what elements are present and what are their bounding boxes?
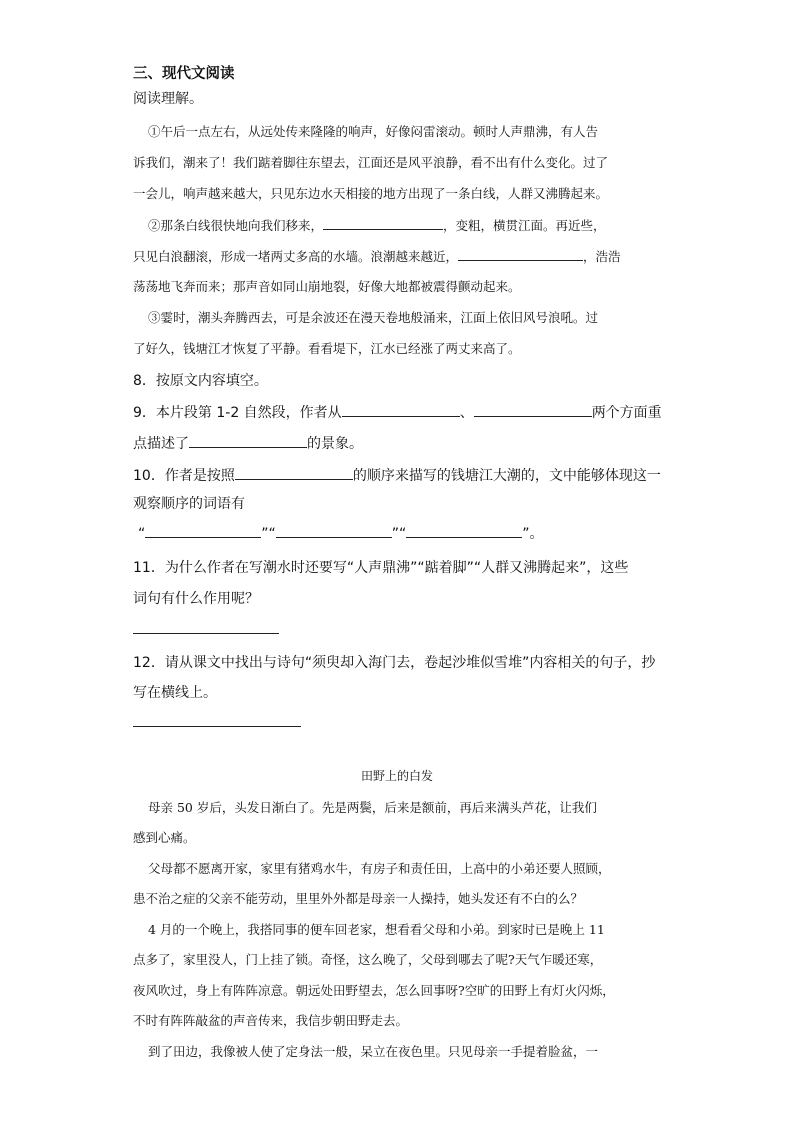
- passage1-text: ②那条白线很快地向我们移来，: [148, 218, 324, 233]
- passage1-p2-line1: [148, 215, 678, 234]
- question-text: 10．作者是按照: [133, 468, 235, 484]
- passage2-line: 点多了，家里没人，门上挂了锁。奇怪，这么晚了，父母到哪去了呢?天气乍暖还寒，: [133, 952, 603, 967]
- fill-blank[interactable]: [276, 523, 392, 538]
- passage2-line: 不时有阵阵敲盆的声音传来，我信步朝田野走去。: [133, 1013, 409, 1028]
- passage1-line: 一会儿，响声越来越大，只见东边水天相接的地方出现了一条白线，人群又沸腾起来。: [133, 186, 609, 201]
- question-10-line1: [133, 465, 663, 485]
- passage2-line: 感到心痛。: [133, 830, 196, 845]
- fill-blank[interactable]: [406, 523, 522, 538]
- quote-mark: “: [138, 526, 146, 542]
- question-10-line2: 观察顺序的词语有: [133, 496, 245, 512]
- fill-blank[interactable]: [474, 402, 592, 417]
- quote-mark: ”“: [391, 526, 407, 542]
- question-text: 的景象。: [307, 436, 363, 452]
- quote-mark: ”。: [522, 526, 544, 542]
- question-12-line2: 写在横线上。: [133, 685, 217, 701]
- quote-mark: ”“: [261, 526, 276, 542]
- fill-blank[interactable]: [235, 465, 353, 480]
- passage2-line: 母亲 50 岁后，头发日渐白了。先是两鬓，后来是额前，再后来满头芦花，让我们: [148, 800, 597, 815]
- passage1-line: 荡荡地飞奔而来；那声音如同山崩地裂，好像大地都被震得颤动起来。: [133, 279, 521, 294]
- question-text: 9．本片段第 1-2 自然段，作者从: [133, 405, 342, 421]
- question-12-line1: 12．请从课文中找出与诗句“须臾却入海门去，卷起沙堆似雪堆”内容相关的句子，抄: [133, 655, 656, 671]
- answer-line[interactable]: [133, 633, 279, 634]
- question-text: 两个方面重: [591, 405, 662, 421]
- passage1-text: 只见白浪翻滚，形成一堵两丈多高的水墙。浪潮越来越近，: [133, 249, 459, 264]
- section-title: 三、现代文阅读: [133, 66, 235, 82]
- question-text: 的顺序来描写的钱塘江大潮的，文中能够体现这一: [352, 468, 661, 484]
- fill-blank[interactable]: [458, 246, 583, 261]
- question-9-line2: [133, 433, 663, 453]
- passage2-line: 夜风吹过，身上有阵阵凉意。朝远处田野望去，怎么回事呀?空旷的田野上有灯火闪烁，: [133, 983, 615, 998]
- question-text: 点描述了: [133, 436, 189, 452]
- passage2-line: 4 月的一个晚上，我搭同事的便车回老家，想看看父母和小弟。到家时已是晚上 11: [148, 922, 605, 937]
- passage2-line: 父母都不愿离开家，家里有猪鸡水牛，有房子和责任田，上高中的小弟还要人照顾，: [148, 861, 611, 876]
- passage1-line: 了好久，钱塘江才恢复了平静。看看堤下，江水已经涨了两丈来高了。: [133, 341, 521, 356]
- passage2-line: 患不治之症的父亲不能劳动，里里外外都是母亲一人操持，她头发还有不白的么？: [133, 891, 584, 906]
- answer-line[interactable]: [133, 726, 301, 727]
- question-11-line1: 11．为什么作者在写潮水时还要写“人声鼎沸”“踮着脚”“人群又沸腾起来”，这些: [133, 560, 629, 576]
- fill-blank[interactable]: [189, 433, 307, 448]
- question-text: 、: [459, 405, 474, 421]
- passage2-line: 到了田边，我像被人使了定身法一般，呆立在夜色里。只见母亲一手提着脸盆，一: [148, 1044, 599, 1059]
- passage1-line: ①午后一点左右，从远处传来隆隆的响声，好像闷雷滚动。顿时人声鼎沸，有人告: [148, 124, 599, 139]
- passage1-p2-line2: [133, 246, 663, 265]
- fill-blank[interactable]: [323, 215, 443, 230]
- passage1-text: ，变粗，横贯江面。再近些，: [443, 218, 606, 233]
- passage2-title: 田野上的白发: [360, 769, 433, 783]
- passage1-text: ，浩浩: [583, 249, 621, 264]
- question-11-line2: 词句有什么作用呢？: [133, 591, 259, 607]
- fill-blank[interactable]: [145, 523, 261, 538]
- passage1-line: ③霎时，潮头奔腾西去，可是余波还在漫天卷地般涌来，江面上依旧风号浪吼。过: [148, 310, 599, 325]
- section-subtitle: 阅读理解。: [133, 91, 203, 107]
- question-9-line1: [133, 402, 663, 422]
- question-8: 8．按原文内容填空。: [133, 373, 268, 389]
- question-10-line3: [138, 523, 668, 543]
- fill-blank[interactable]: [342, 402, 460, 417]
- passage1-line: 诉我们，潮来了！我们踮着脚往东望去，江面还是风平浪静，看不出有什么变化。过了: [133, 155, 609, 170]
